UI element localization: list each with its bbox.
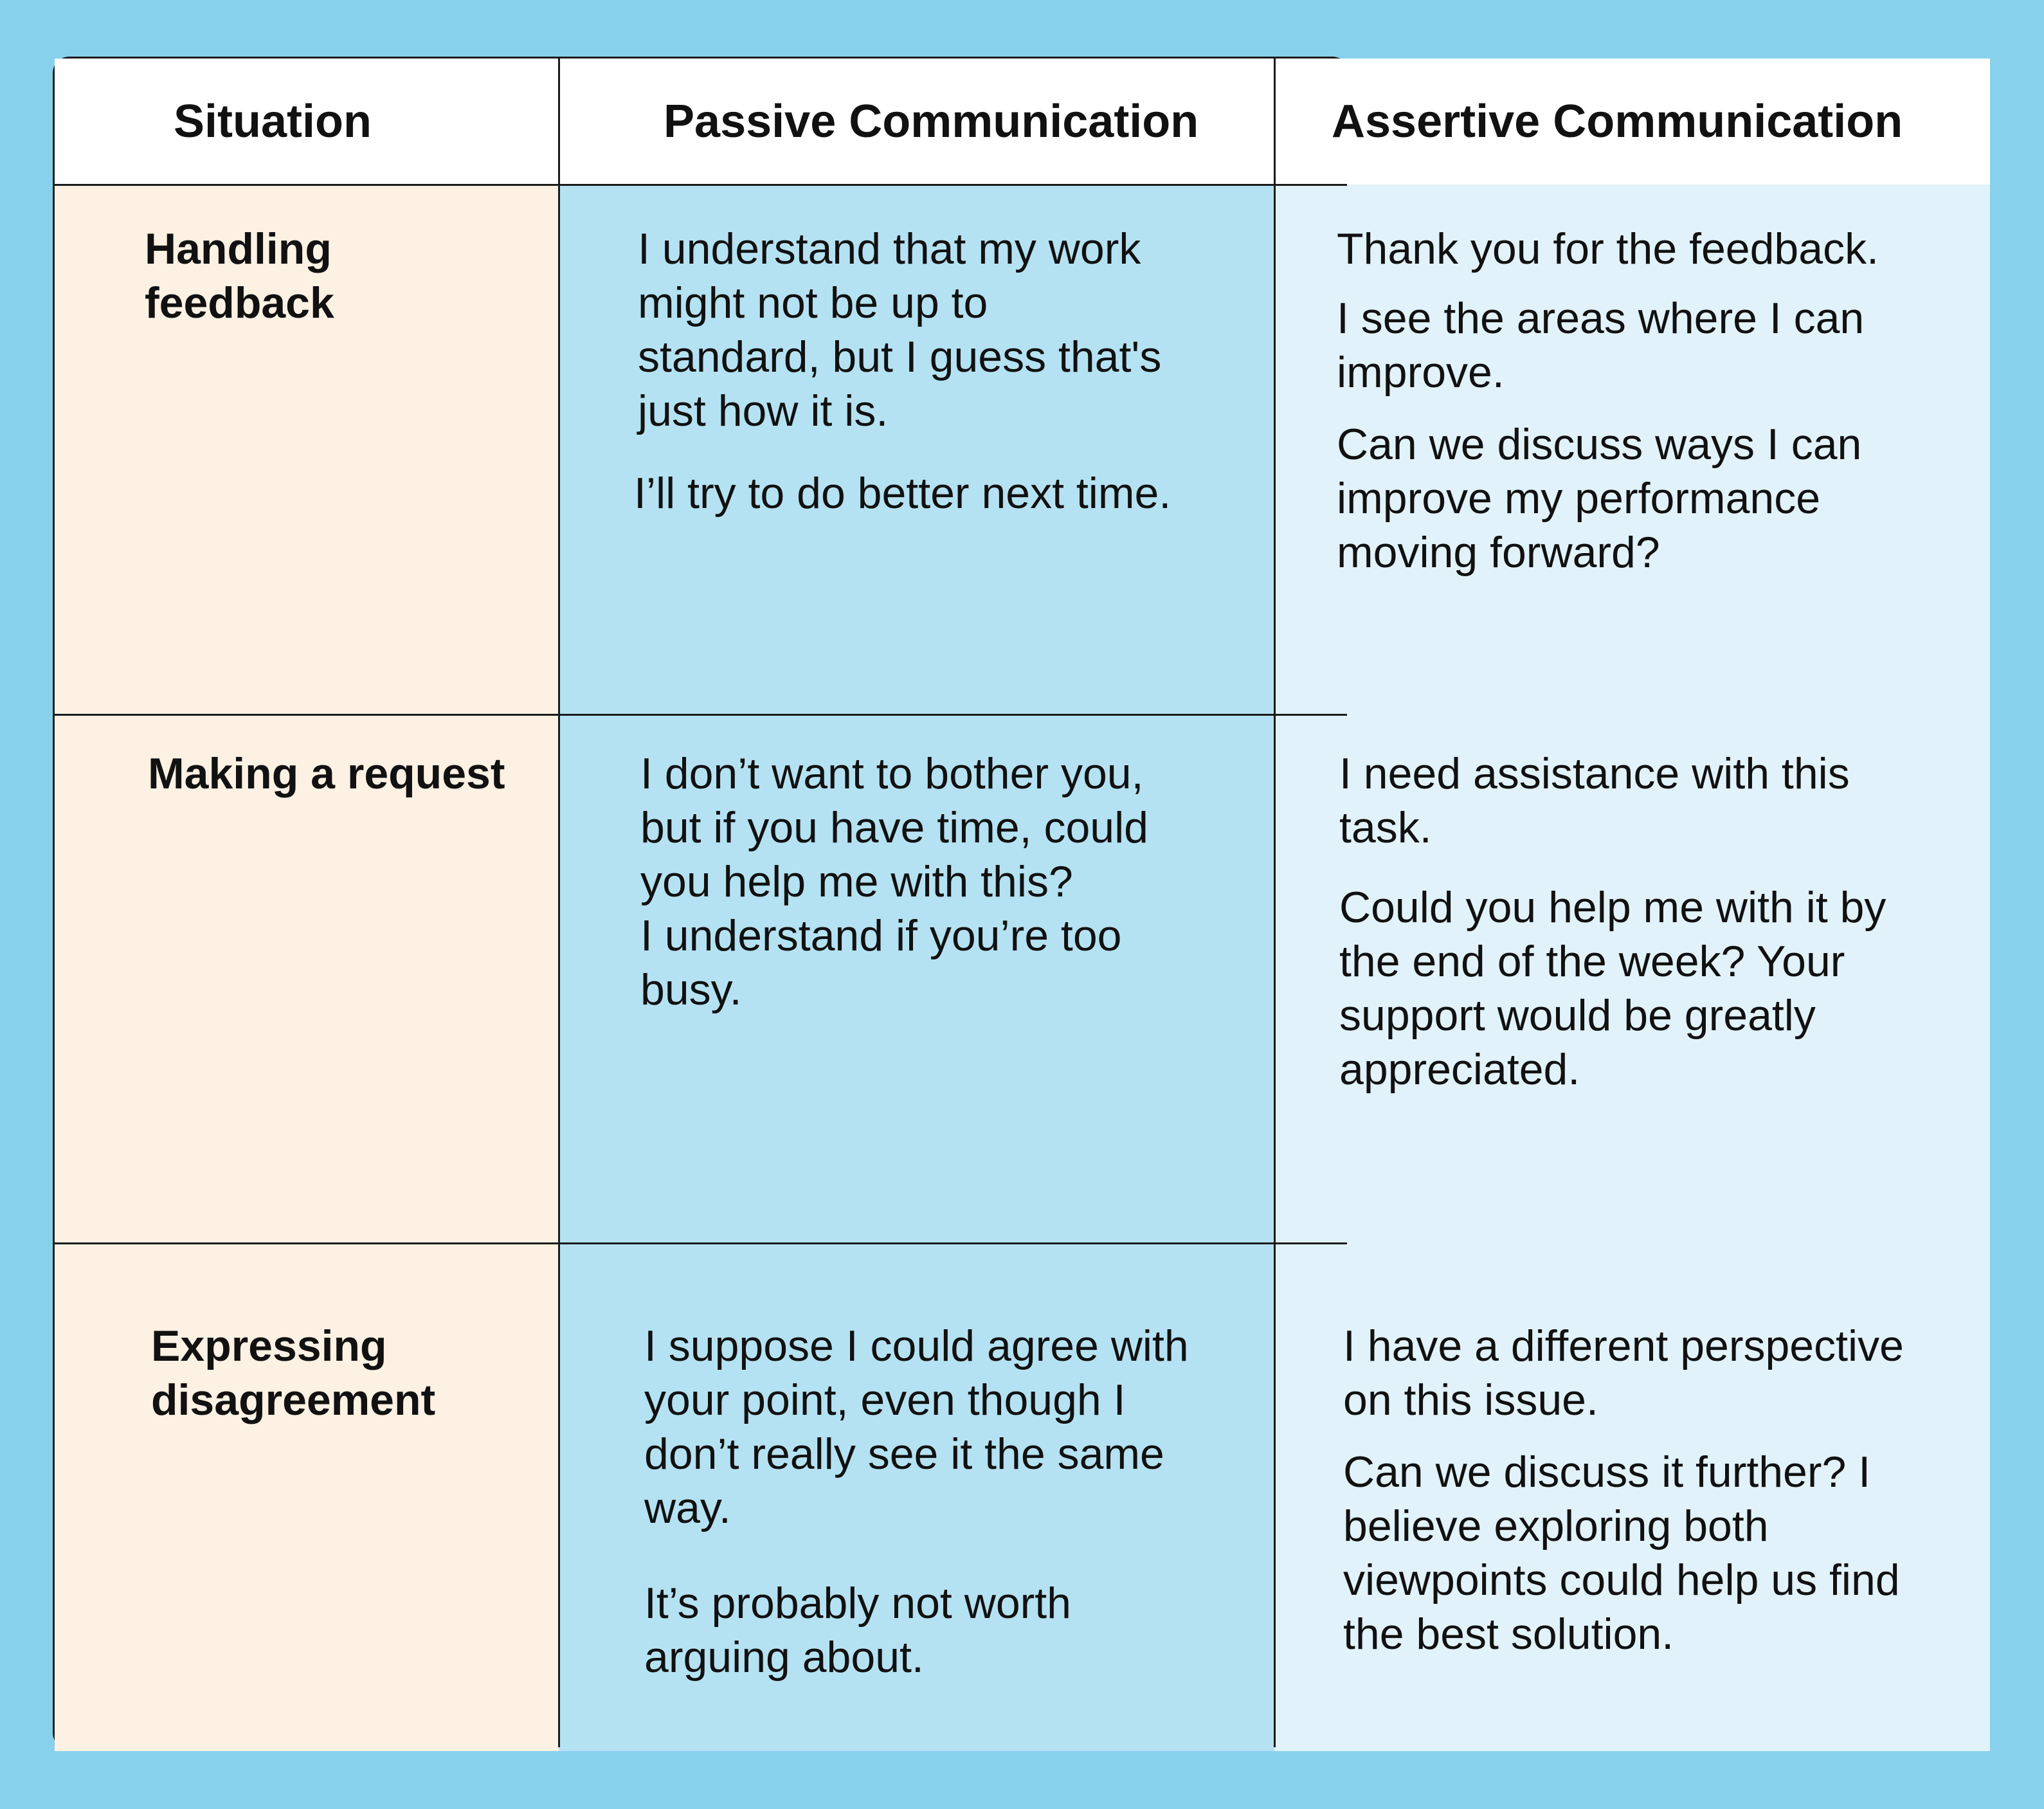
header-cell-assertive <box>1274 59 1990 185</box>
row-divider <box>55 1242 1347 1244</box>
passive-response <box>634 222 1255 520</box>
passive-paragraph: I’ll try to do better next time. <box>634 469 1171 518</box>
header-cell-passive <box>559 59 1274 185</box>
assertive-response <box>1339 747 1976 1096</box>
passive-response <box>640 747 1258 1017</box>
column-divider <box>1274 59 1276 1747</box>
header-assertive-communication: Assertive Communication <box>1332 96 1903 147</box>
situation-label: Expressing disagreement <box>151 1322 436 1424</box>
header-cell-situation <box>55 59 559 185</box>
passive-paragraph: I understand that my work might not be up to standard, but I guess that's just how it is. <box>638 224 1162 435</box>
row-handling-feedback-situation <box>55 185 559 714</box>
header-situation: Situation <box>174 96 372 147</box>
row-divider <box>55 714 1347 716</box>
communication-comparison-table <box>53 57 1904 1749</box>
assertive-paragraph: Could you help me with it by the end of the week? Your support would be greatly appreciated. <box>1339 883 1886 1094</box>
assertive-paragraph: Can we discuss it further? I believe exploring both viewpoints could help us find the best solution. <box>1343 1448 1900 1659</box>
row-handling-feedback-assertive <box>1274 185 1990 714</box>
row-expressing-disagreement-situation <box>55 1243 559 1751</box>
row-making-request-assertive <box>1274 714 1990 1243</box>
row-divider <box>55 184 1347 186</box>
assertive-paragraph: I need assistance with this task. <box>1339 749 1850 852</box>
assertive-paragraph: Can we discuss ways I can improve my performance moving forward? <box>1337 420 1862 577</box>
column-divider <box>558 59 560 1747</box>
assertive-paragraph: I see the areas where I can improve. <box>1337 294 1865 397</box>
row-expressing-disagreement-passive <box>559 1243 1274 1751</box>
row-expressing-disagreement-assertive <box>1274 1243 1990 1751</box>
row-handling-feedback-passive <box>559 185 1274 714</box>
passive-paragraph: I suppose I could agree with your point, even though I don’t really see it the same way. <box>644 1322 1189 1532</box>
passive-paragraph: It’s probably not worth arguing about. <box>644 1579 1071 1682</box>
passive-response <box>644 1319 1262 1684</box>
assertive-response <box>1343 1319 1980 1661</box>
row-making-request-situation <box>55 714 559 1243</box>
assertive-paragraph: I have a different perspective on this issue. <box>1343 1322 1904 1424</box>
situation-label: Making a request <box>148 749 505 798</box>
header-passive-communication: Passive Communication <box>664 96 1199 147</box>
passive-paragraph: I don’t want to bother you, but if you have time, could you help me with this? I understand if you’re too busy. <box>640 749 1149 1014</box>
situation-label: Handling feedback <box>145 224 334 327</box>
assertive-response <box>1337 222 1973 579</box>
row-making-request-passive <box>559 714 1274 1243</box>
assertive-paragraph: Thank you for the feedback. <box>1337 224 1879 273</box>
